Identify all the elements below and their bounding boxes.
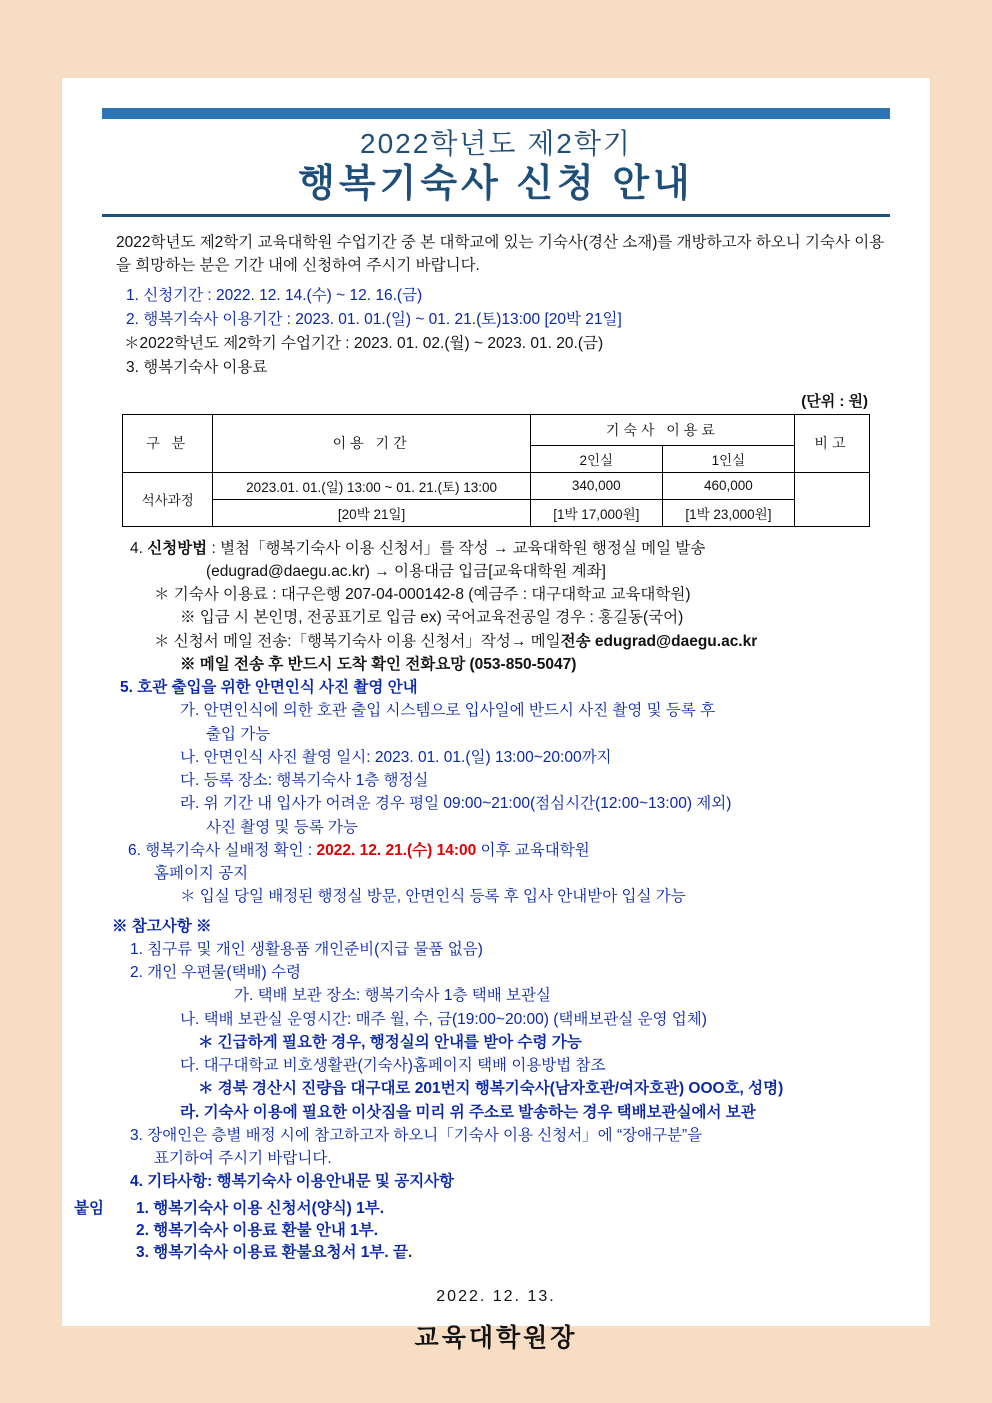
- item-5-a-line1: 가. 안면인식에 의한 호관 출입 시스템으로 입사일에 반드시 사진 촬영 및 등록 후: [180, 702, 716, 720]
- header-fee: 기숙사 이용료: [530, 414, 794, 445]
- item-3-fee-title: 3. 행복기숙사 이용료: [126, 358, 268, 376]
- item-4-line2: (edugrad@daegu.ac.kr) → 이용대금 입금[교육대학원 계좌]: [206, 562, 606, 580]
- note-2: 2. 개인 우편물(택배) 수령: [130, 964, 301, 982]
- item-6-line2: 홈페이지 공지: [154, 865, 249, 883]
- cell-period-line2: [20박 21일]: [213, 499, 530, 526]
- header-fee-double: 2인실: [530, 445, 662, 472]
- cell-period-line1: 2023.01. 01.(일) 13:00 ~ 01. 21.(토) 13:00: [213, 472, 530, 499]
- title-line-2: 행복기숙사 신청 안내: [298, 162, 694, 205]
- item-6-datetime: 2022. 12. 21.(수) 14:00: [316, 841, 477, 859]
- item-6-pre: 6. 행복기숙사 실배정 확인 :: [128, 841, 317, 859]
- document-date: 2022. 12. 13.: [436, 1287, 556, 1305]
- title-line-1: 2022학년도 제2학기: [360, 128, 632, 159]
- note-3-line2: 표기하여 주시기 바랍니다.: [154, 1150, 332, 1168]
- header-note: 비고: [794, 414, 869, 472]
- attachments-label: 붙임: [74, 1199, 104, 1217]
- item-4-bullet-mail-bold: 전송: [560, 632, 591, 650]
- note-1: 1. 침구류 및 개인 생활용품 개인준비(지급 물품 없음): [130, 940, 483, 958]
- attachment-1: 1. 행복기숙사 이용 신청서(양식) 1부.: [136, 1199, 385, 1217]
- item-5-a-line2: 출입 가능: [206, 725, 271, 743]
- item-4-apply-method: [130, 537, 890, 560]
- item-4-bullet-mail: [154, 630, 890, 653]
- header-period: 이용 기간: [213, 414, 530, 472]
- item-5-title: 5. 호관 출입을 위한 안면인식 사진 촬영 안내: [120, 679, 418, 697]
- notes-title: ※ 참고사항 ※: [112, 917, 212, 935]
- item-5-d-line2: 사진 촬영 및 등록 가능: [206, 818, 358, 836]
- note-4: 4. 기타사항: 행복기숙사 이용안내문 및 공지사항: [130, 1173, 455, 1191]
- note-2-a: 가. 택배 보관 장소: 행복기숙사 1층 택배 보관실: [234, 987, 551, 1005]
- note-3-line1: 3. 장애인은 층별 배정 시에 참고하고자 하오니「기숙사 이용 신청서」에 “장애구분”을: [130, 1126, 703, 1144]
- item-4-bullet-mail-address: edugrad@daegu.ac.kr: [594, 632, 758, 650]
- note-2-d: 라. 기숙사 이용에 필요한 이삿짐을 미리 위 주소로 발송하는 경우 택배보관실에서 보관: [180, 1103, 756, 1121]
- attachment-2: 2. 행복기숙사 이용료 환불 안내 1부.: [136, 1221, 379, 1239]
- item-4-bullet-mail-pre: ＊ 신청서 메일 전송:「행복기숙사 이용 신청서」작성→ 메일: [154, 632, 561, 650]
- item-5-c: 다. 등록 장소: 행복기숙사 1층 행정실: [180, 772, 429, 790]
- table-row: [123, 472, 870, 499]
- attachments: [74, 1196, 890, 1262]
- note-2-b: 나. 택배 보관실 운영시간: 매주 월, 수, 금(19:00~20:00) (택배보관실 운영 업체): [180, 1010, 707, 1028]
- item-5-d-line1: 라. 위 기간 내 입사가 어려운 경우 평일 09:00~21:00(점심시간(12:00~13:00) 제외): [180, 795, 732, 813]
- item-6-assignment: [128, 839, 890, 862]
- document-page: [62, 78, 930, 1352]
- fee-table: [122, 414, 870, 527]
- item-4-bullet-account: ＊ 기숙사 이용료 : 대구은행 207-04-000142-8 (예금주 : 대구대학교 교육대학원): [154, 586, 691, 604]
- item-1-application-period: 1. 신청기간 : 2022. 12. 14.(수) ~ 12. 16.(금): [126, 286, 423, 304]
- header-division: 구 분: [123, 414, 213, 472]
- item-6-line3: ＊ 입실 당일 배정된 행정실 방문, 안면인식 등록 후 입사 안내받아 입실 가능: [180, 888, 686, 906]
- note-2-c: 다. 대구대학교 비호생활관(기숙사)홈페이지 택배 이용방법 참조: [180, 1057, 606, 1075]
- item-5-b: 나. 안면인식 사진 촬영 일시: 2023. 01. 01.(일) 13:00~20:00까지: [180, 748, 612, 766]
- cell-division: 석사과정: [123, 472, 213, 526]
- note-2-c-sub: ＊ 경북 경산시 진량읍 대구대로 201번지 행복기숙사(남자호관/여자호관) OOO호, 성명): [198, 1080, 784, 1098]
- cell-fee-single-sub: [1박 23,000원]: [662, 499, 794, 526]
- attachment-3: 3. 행복기숙사 이용료 환불요청서 1부. 끝.: [136, 1243, 413, 1261]
- table-header-row: [123, 414, 870, 445]
- item-2-note: ＊2022학년도 제2학기 수업기간 : 2023. 01. 02.(월) ~ 2023. 01. 20.(금): [124, 334, 604, 352]
- table-row: [123, 499, 870, 526]
- cell-fee-double: 340,000: [530, 472, 662, 499]
- unit-label: (단위 : 원): [801, 392, 868, 410]
- item-2-usage-period: 2. 행복기숙사 이용기간 : 2023. 01. 01.(일) ~ 01. 21.(토)13:00 [20박 21일]: [126, 310, 622, 328]
- intro-paragraph: 2022학년도 제2학기 교육대학원 수업기간 중 본 대학교에 있는 기숙사(경산 소재)를 개방하고자 하오니 기숙사 이용을 희망하는 분은 기간 내에 신청하여 주시기 바랍니다.: [116, 234, 885, 275]
- item-4-label: 신청방법: [147, 539, 208, 557]
- item-4-number: 4.: [130, 539, 143, 557]
- item-4-bullet-mail-note: ※ 메일 전송 후 반드시 도착 확인 전화요망 (053-850-5047): [180, 655, 577, 673]
- issuing-organization: 교육대학원장: [414, 1323, 578, 1352]
- header-fee-single: 1인실: [662, 445, 794, 472]
- document-title: [102, 127, 890, 217]
- cell-note: [794, 472, 869, 526]
- item-6-post: 이후 교육대학원: [476, 841, 590, 859]
- item-4-text: : 별첨「행복기숙사 이용 신청서」를 작성 → 교육대학원 행정실 메일 발송: [211, 539, 706, 557]
- cell-fee-double-sub: [1박 17,000원]: [530, 499, 662, 526]
- header-bar: [102, 108, 890, 119]
- cell-fee-single: 460,000: [662, 472, 794, 499]
- note-2-b-sub: ＊ 긴급하게 필요한 경우, 행정실의 안내를 받아 수령 가능: [198, 1033, 582, 1051]
- item-4-bullet-account-note: ※ 입금 시 본인명, 전공표기로 입금 ex) 국어교육전공일 경우 : 홍길동(국어): [180, 609, 684, 627]
